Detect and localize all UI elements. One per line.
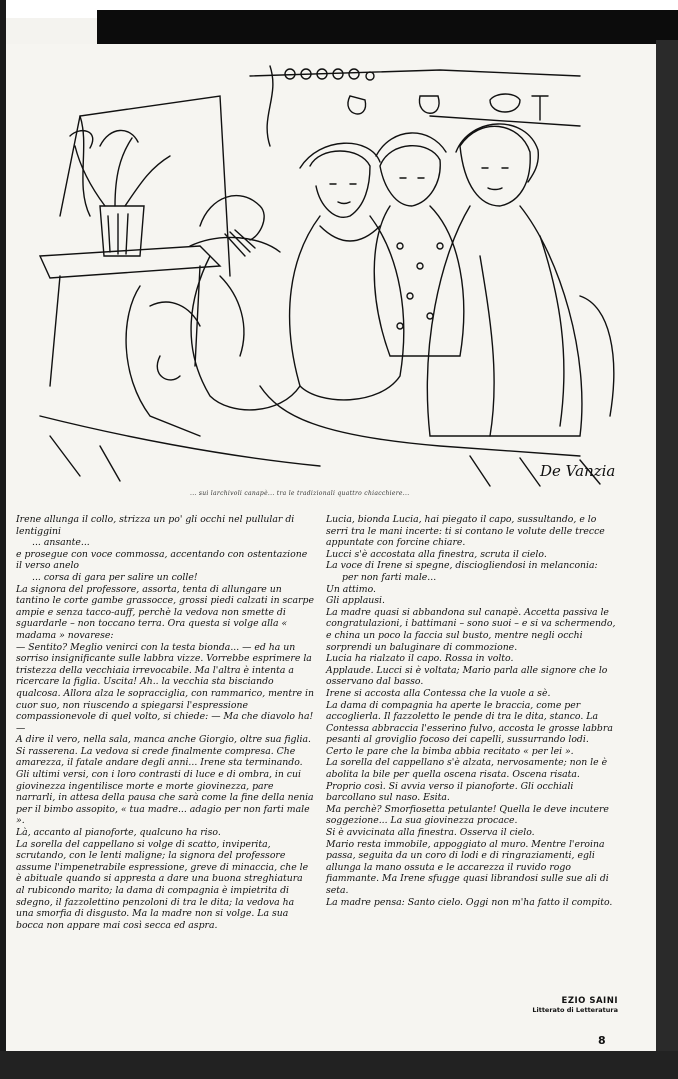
paragraph: La signora del professore, assorta, tenta di allungare un tantino le corte gambe grassocce, grossi piedi calzati in scarpe ampie e senza tacco-auff, perchè la vedova non smette di sguardarle – non toccano terra. Ora questa si volge alla « madama » novarese: [16,583,314,641]
page-number: 8 [598,1034,606,1047]
paragraph: Si è avvicinata alla finestra. Osserva il cielo. [326,827,535,839]
paragraph: Lucia ha rialzato il capo. Rossa in volto. [326,653,514,665]
paragraph: Un attimo. [326,583,376,595]
ink-sketch-illustration [20,56,640,488]
paragraph: La sorella del cappellano si volge di scatto, inviperita, scrutando, con le lenti maligne; la signora del professore assume l'impenetrabile espressione, greve di minaccia, che le è abituale quando si appresta a dare una buona streghiatura al rubicondo marito; la dama di compagnia è impietrita di sdegno, il fazzolettino penzoloni di tra le dita; la vedova ha una smorfia di disgusto. Ma la madre non si volge. La sua bocca non appare mai così secca ed aspra. [16,838,309,931]
left-text-column [16,514,314,931]
paragraph: Gli applausi. [326,595,385,607]
paragraph: Irene si accosta alla Contessa che la vuole a sè. [326,687,551,699]
scan-top-shadow [97,10,678,44]
paragraph: Là, accanto al pianoforte, qualcuno ha riso. [16,827,221,839]
paragraph: La voce di Irene si spegne, disciogliendosi in melanconia: [326,560,598,572]
illustration-caption: ... sui larchivoli canapè... tra le tradizionali quattro chiacchiere... [190,490,410,497]
paragraph: — Sentito? Meglio venirci con la testa bionda... — ed ha un sorriso insignificante sulle labbra vizze. Vorrebbe esprimere la tristezza della vecchiaia irrevocabile. Ma l'altra è intenta a ricercare la figlia. Uscita! Ah.. la vecchia sta bisciando qualcosa. Allora alza le sopracciglia, con rammarico, mentre in cuor suo, non riuscendo a spiegarsi l'espressione compassionevole di quel volto, si chiede: — Ma che diavolo ha! — [16,641,315,734]
right-text-column [326,514,616,908]
paragraph: La madre pensa: Santo cielo. Oggi non m'ha fatto il compito. [326,896,613,908]
paragraph: Mario resta immobile, appoggiato al muro. Mentre l'eroina passa, seguita da un coro di lodi e di ringraziamenti, egli allunga la mano ossuta e le accarezza il ruvido rogo fiammante. Ma Irene sfugge quasi librandosi sulle sue ali di seta. [326,838,609,896]
paragraph: Ma perchè? Smorfiosetta petulante! Quella le deve incutere soggezione... La sua giovinezza procace. [326,803,609,827]
paragraph: Lucci s'è accostata alla finestra, scruta il cielo. [326,548,547,560]
artist-signature: De Vanzia [540,462,616,480]
paragraph: Irene allunga il collo, strizza un po' gli occhi nel pullular di lentiggini [16,514,295,537]
paragraph: ... corsa di gara per salire un colle! [32,571,198,583]
byline [520,996,618,1014]
paragraph: Applaude. Lucci si è voltata; Mario parla alle signore che lo osservano dal basso. [326,664,608,688]
paragraph: A dire il vero, nella sala, manca anche Giorgio, oltre sua figlia. Si rasserena. La vedova si crede finalmente compresa. Che amarezza, il fatale andare degli anni... Irene sta terminando. Gli ultimi versi, con i loro contrasti di luce e di ombra, in cui giovinezza ingentilisce morte e morte giovinezza, pare narrarli, in attesa della pausa che sarà come la fine della nenia per il bimbo assopito, « tua madre... adagio per non farti male ». [16,734,314,827]
scan-right-edge [656,40,678,1079]
paragraph: La sorella del cappellano s'è alzata, nervosamente; non le è abolita la bile per quella oscena risata. Oscena risata. Proprio così. Si avvia verso il pianoforte. Gli occhiali barcollano sul naso. Esita. [326,757,608,804]
author-role: Litterato di Letteratura [532,1006,618,1014]
paragraph: La dama di compagnia ha aperte le braccia, come per accoglierla. Il fazzoletto le pende di tra le dita, stanco. La Contessa abbraccia l'esserino fulvo, accosta le grosse labbra pesanti al groviglio focoso dei capelli, sussurrando lodi. Certo le pare che la bimba abbia recitato « per lei ». [326,699,613,757]
paragraph: Lucia, bionda Lucia, hai piegato il capo, sussultando, e lo serri tra le mani incerte: ti si contano le volute delle trecce appuntate con forcine chiare. [326,514,605,549]
paragraph: ... ansante... [32,537,90,549]
scan-bottom-edge [0,1051,678,1079]
paragraph: per non farti male... [342,571,437,583]
author-name: EZIO SAINI [561,996,618,1006]
paragraph: e prosegue con voce commossa, accentando con ostentazione il verso anelo [16,548,308,572]
paragraph: La madre quasi si abbandona sul canapè. Accetta passiva le congratulazioni, i battimani – sono suoi – e si va schermendo, e china un poco la faccia sul busto, mentre negli occhi sorprendi un baluginare di commozione. [326,606,616,653]
